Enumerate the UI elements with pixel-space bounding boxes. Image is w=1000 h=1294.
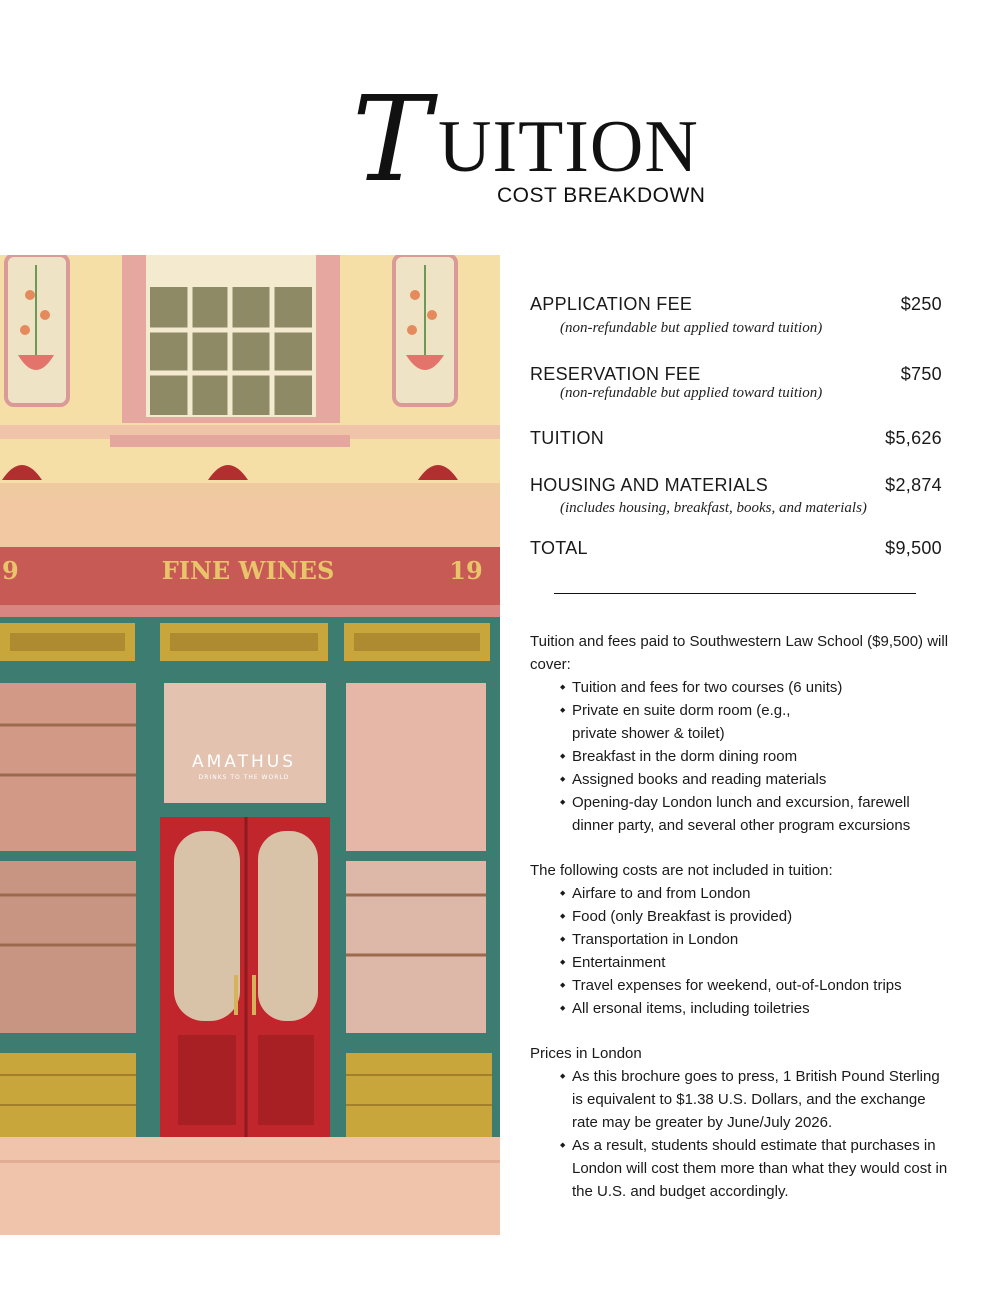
list-item: ◆ Entertainment: [560, 951, 950, 974]
not-included-section: [530, 859, 950, 1020]
fee-note: (includes housing, breakfast, books, and materials): [560, 500, 867, 516]
fee-amount: $9,500: [885, 538, 942, 558]
fee-amount: $250: [900, 294, 942, 314]
divider: [554, 593, 916, 594]
covered-intro: Tuition and fees paid to Southwestern Law School ($9,500) will cover:: [530, 633, 949, 673]
sign-text: FINE WINES: [161, 556, 335, 585]
list-item: ◆ Private en suite dorm room (e.g., private shower & toilet): [560, 699, 822, 745]
fee-label: RESERVATION FEE: [530, 364, 701, 384]
covered-section: [530, 630, 950, 837]
sign-number-left: 9: [2, 556, 19, 585]
fee-label: TUITION: [530, 428, 605, 448]
fee-note: (non-refundable but applied toward tuition): [560, 320, 823, 336]
page-header: [0, 70, 1000, 210]
list-item: ◆ Airfare to and from London: [560, 882, 950, 905]
page-subtitle: COST BREAKDOWN: [497, 184, 706, 207]
fee-label: HOUSING AND MATERIALS: [530, 475, 769, 495]
list-item: ◆ Tuition and fees for two courses (6 units): [560, 676, 950, 699]
sign-number: 19: [449, 556, 483, 585]
covered-list: [530, 676, 950, 837]
floral-panel-left: [6, 255, 68, 405]
prices-list: [530, 1065, 950, 1203]
fee-label: TOTAL: [530, 538, 588, 558]
shop-name: AMATHUS: [191, 752, 297, 772]
list-item: ◆ Breakfast in the dorm dining room: [560, 745, 950, 768]
fee-amount: $5,626: [885, 428, 942, 448]
list-item: ◆ Assigned books and reading materials: [560, 768, 950, 791]
transom-grilles: [0, 623, 490, 661]
floral-panel-right: [394, 255, 456, 405]
list-item: ◆ Opening-day London lunch and excursion, farewell dinner party, and several other program excursions: [560, 791, 950, 837]
storefront-illustration: [0, 255, 500, 1235]
page-title: UITION: [438, 106, 699, 188]
list-item: ◆ Food (only Breakfast is provided): [560, 905, 950, 928]
storefront-photo: [0, 255, 500, 1235]
list-item: ◆ Travel expenses for weekend, out-of-London trips: [560, 974, 950, 997]
title-script-letter: T: [352, 70, 431, 208]
list-item: ◆ As a result, students should estimate that purchases in London will cost them more than what they would cost in the U.S. and budget accordingly.: [560, 1134, 950, 1203]
list-item: ◆ All ersonal items, including toiletries: [560, 997, 950, 1020]
fee-amount: $2,874: [885, 475, 942, 495]
not-included-list: [530, 882, 950, 1020]
red-door: [160, 817, 330, 1137]
not-included-intro: The following costs are not included in tuition:: [530, 862, 833, 879]
prices-intro: Prices in London: [530, 1045, 642, 1062]
shop-tagline: DRINKS TO THE WORLD: [198, 774, 290, 781]
list-item: ◆ As this brochure goes to press, 1 British Pound Sterling is equivalent to $1.38 U.S. Dollars, and the exchange rate may be greater by June/July 2026.: [560, 1065, 950, 1134]
fee-amount: $750: [900, 364, 942, 384]
fee-note: (non-refundable but applied toward tuition): [560, 385, 823, 401]
prices-section: [530, 1042, 950, 1203]
upper-window: [122, 255, 340, 423]
list-item: ◆ Transportation in London: [560, 928, 950, 951]
fee-label: APPLICATION FEE: [530, 294, 693, 314]
